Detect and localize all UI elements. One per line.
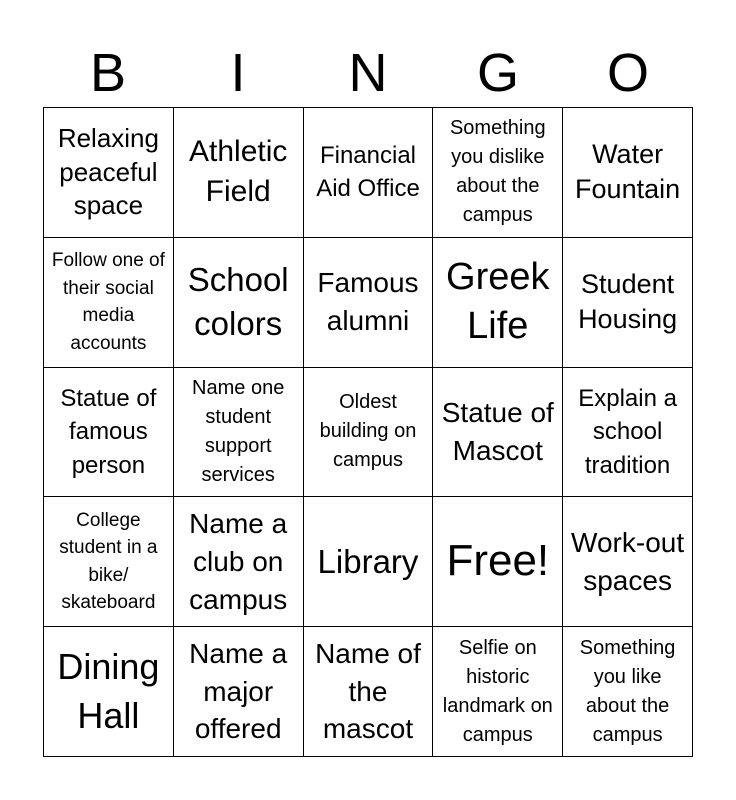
- bingo-cell[interactable]: [433, 108, 563, 238]
- bingo-cell[interactable]: [44, 497, 174, 627]
- cell-text: Athletic Field: [189, 134, 288, 209]
- bingo-cell[interactable]: [174, 368, 304, 498]
- header-letter-b: B: [89, 43, 127, 103]
- bingo-cell[interactable]: [174, 238, 304, 368]
- bingo-cell[interactable]: [304, 368, 434, 498]
- header-letter-n: N: [348, 43, 388, 103]
- cell-text: Greek Life: [446, 255, 550, 348]
- cell-text: Statue of famous person: [60, 384, 157, 479]
- bingo-cell[interactable]: [304, 497, 434, 627]
- cell-text: Something you dislike about the campus: [449, 117, 546, 227]
- bingo-cell[interactable]: [563, 108, 693, 238]
- cell-text: College student in a bike/ skateboard: [59, 509, 158, 614]
- bingo-cell[interactable]: [563, 238, 693, 368]
- cell-text: Follow one of their social media accounts: [51, 250, 165, 354]
- cell-text: Name a major offered: [189, 637, 288, 745]
- bingo-cell[interactable]: [44, 238, 174, 368]
- cell-text: Selfie on historic landmark on campus: [442, 636, 553, 746]
- bingo-cell[interactable]: [563, 368, 693, 498]
- bingo-cell[interactable]: [433, 497, 563, 627]
- cell-text: Name one student support services: [192, 376, 285, 486]
- bingo-cell[interactable]: [44, 368, 174, 498]
- cell-text: Water Fountain: [575, 139, 681, 205]
- bingo-cell[interactable]: [433, 368, 563, 498]
- bingo-cell[interactable]: [304, 238, 434, 368]
- header-letter-g: G: [476, 43, 519, 103]
- cell-text: School colors: [187, 260, 289, 343]
- bingo-cell[interactable]: [433, 627, 563, 757]
- cell-text: Explain a school tradition: [578, 384, 677, 479]
- cell-text: Relaxing peaceful space: [57, 122, 159, 221]
- cell-text: Dining Hall: [57, 646, 160, 736]
- cell-text: Famous alumni: [317, 267, 419, 337]
- bingo-cell[interactable]: [174, 497, 304, 627]
- cell-text: Statue of Mascot: [441, 397, 554, 466]
- bingo-cell[interactable]: [44, 108, 174, 238]
- cell-text: Name a club on campus: [189, 508, 288, 615]
- bingo-cell[interactable]: [304, 108, 434, 238]
- bingo-cell[interactable]: [174, 627, 304, 757]
- bingo-cell[interactable]: [563, 627, 693, 757]
- cell-text: Library: [317, 542, 419, 580]
- bingo-cell[interactable]: [44, 627, 174, 757]
- bingo-cell[interactable]: [174, 108, 304, 238]
- bingo-cell[interactable]: [304, 627, 434, 757]
- header-letter-o: O: [606, 43, 649, 103]
- cell-text: Free!: [446, 536, 550, 586]
- cell-text: Work-out spaces: [571, 526, 685, 596]
- bingo-cell[interactable]: [563, 497, 693, 627]
- header-letter-i: I: [230, 43, 246, 103]
- bingo-grid: [43, 107, 693, 757]
- cell-text: Financial Aid Office: [316, 141, 420, 203]
- cell-text: Name of the mascot: [315, 637, 421, 745]
- cell-text: Something you like about the campus: [579, 636, 676, 746]
- bingo-cell[interactable]: [433, 238, 563, 368]
- bingo-header: [43, 40, 693, 106]
- cell-text: Oldest building on campus: [319, 391, 417, 472]
- cell-text: Student Housing: [578, 269, 678, 335]
